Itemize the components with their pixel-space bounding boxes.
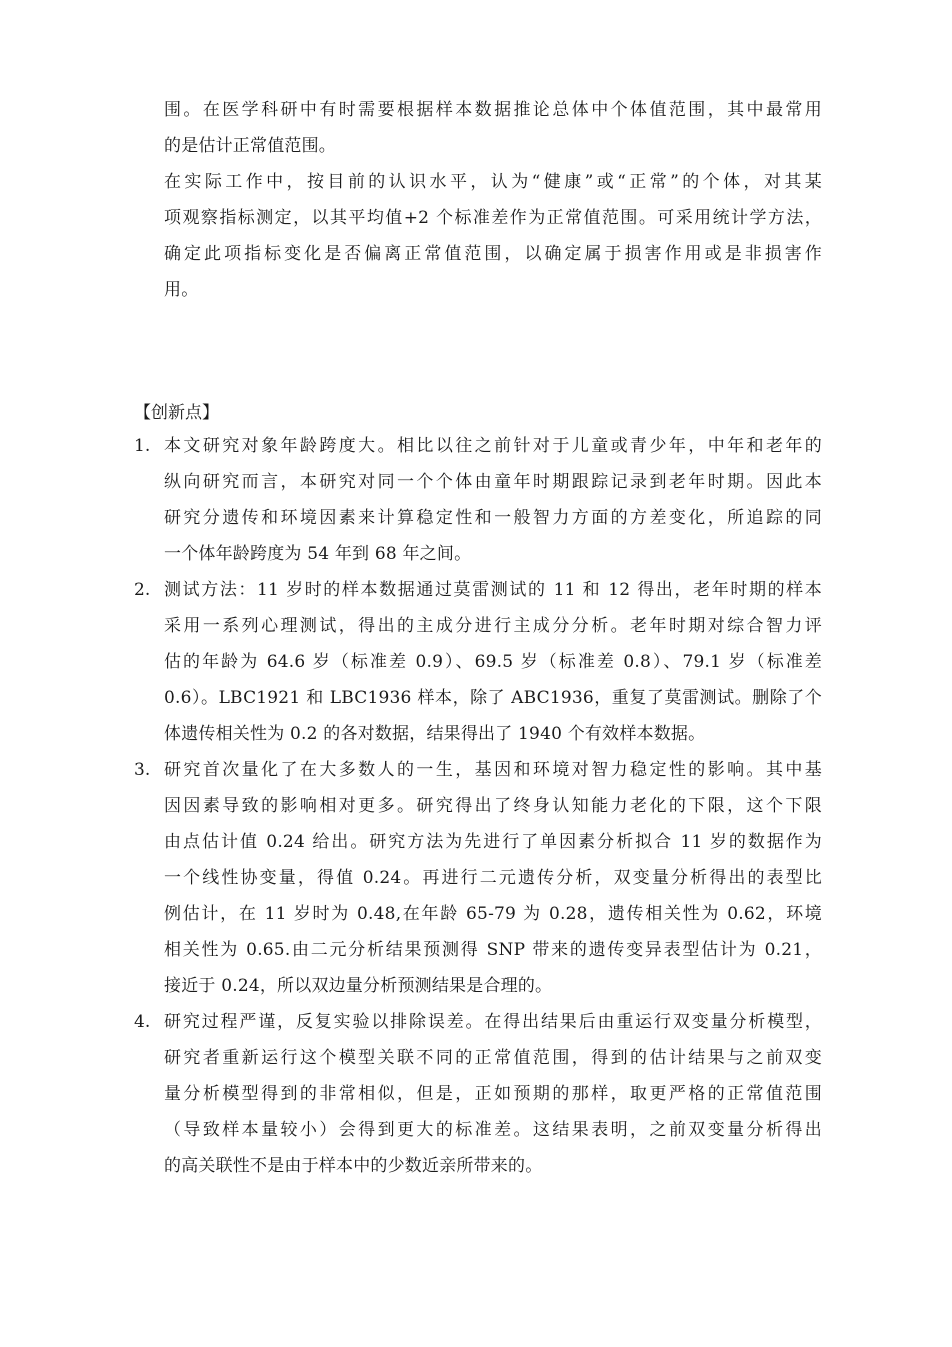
list-item-line: 由点估计值 0.24 给出。研究方法为先进行了单因素分析拟合 11 岁的数据作为 [164,832,822,852]
list-item-line: 因因素导致的影响相对更多。研究得出了终身认知能力老化的下限，这个下限 [164,796,822,816]
list-item-number: 3. [134,760,151,780]
innovation-list [134,428,822,1184]
intro-line: 围。在医学科研中有时需要根据样本数据推论总体中个体值范围，其中最常用 [164,100,822,120]
list-item-number: 1. [134,436,151,456]
list-item-line: 一个线性协变量，得值 0.24。再进行二元遗传分析，双变量分析得出的表型比 [164,868,822,888]
intro-line: 确定此项指标变化是否偏离正常值范围，以确定属于损害作用或是非损害作 [164,244,822,264]
list-item-line: 相关性为 0.65.由二元分析结果预测得 SNP 带来的遗传变异表型估计为 0.21， [164,940,822,960]
list-item-line: 的高关联性不是由于样本中的少数近亲所带来的。 [164,1156,543,1176]
list-item-line: 体遗传相关性为 0.2 的各对数据，结果得出了 1940 个有效样本数据。 [164,724,706,744]
list-item-line: 量分析模型得到的非常相似，但是，正如预期的那样，取更严格的正常值范围 [164,1084,822,1104]
list-item [134,1004,822,1184]
list-item [134,752,822,1004]
intro-line: 用。 [164,280,199,300]
list-item-line: 估的年龄为 64.6 岁（标准差 0.9）、69.5 岁（标准差 0.8）、79.1 岁（标准差 [164,652,822,672]
list-item-line: 采用一系列心理测试，得出的主成分进行主成分分析。老年时期对综合智力评 [164,616,822,636]
list-item [134,572,822,752]
list-item-line: 研究分遗传和环境因素来计算稳定性和一般智力方面的方差变化，所追踪的同 [164,508,822,528]
intro-line: 的是估计正常值范围。 [164,136,336,156]
list-item-line: 研究者重新运行这个模型关联不同的正常值范围，得到的估计结果与之前双变 [164,1048,822,1068]
list-item-line: 0.6）。LBC1921 和 LBC1936 样本，除了 ABC1936，重复了莫雷测试。删除了个 [164,688,822,708]
list-item-number: 4. [134,1012,151,1032]
intro-line: 在实际工作中，按目前的认识水平，认为“健康”或“正常”的个体，对其某 [164,172,822,192]
list-item-line: 例估计，在 11 岁时为 0.48,在年龄 65-79 为 0.28，遗传相关性为 0.62，环境 [164,904,822,924]
section-heading: 【创新点】 [134,403,219,423]
intro-paragraph [164,92,822,308]
list-item [134,428,822,572]
list-item-line: 接近于 0.24，所以双边量分析预测结果是合理的。 [164,976,553,996]
list-item-line: 本文研究对象年龄跨度大。相比以往之前针对于儿童或青少年，中年和老年的 [164,436,822,456]
list-item-number: 2. [134,580,151,600]
list-item-line: 一个体年龄跨度为 54 年到 68 年之间。 [164,544,472,564]
intro-line: 项观察指标测定，以其平均值+2 个标准差作为正常值范围。可采用统计学方法， [164,208,822,228]
list-item-line: 纵向研究而言，本研究对同一个个体由童年时期跟踪记录到老年时期。因此本 [164,472,822,492]
list-item-line: 研究首次量化了在大多数人的一生，基因和环境对智力稳定性的影响。其中基 [164,760,822,780]
list-item-line: 研究过程严谨，反复实验以排除误差。在得出结果后由重运行双变量分析模型， [164,1012,822,1032]
list-item-line: （导致样本量较小）会得到更大的标准差。这结果表明，之前双变量分析得出 [164,1120,822,1140]
list-item-line: 测试方法：11 岁时的样本数据通过莫雷测试的 11 和 12 得出，老年时期的样本 [164,580,822,600]
